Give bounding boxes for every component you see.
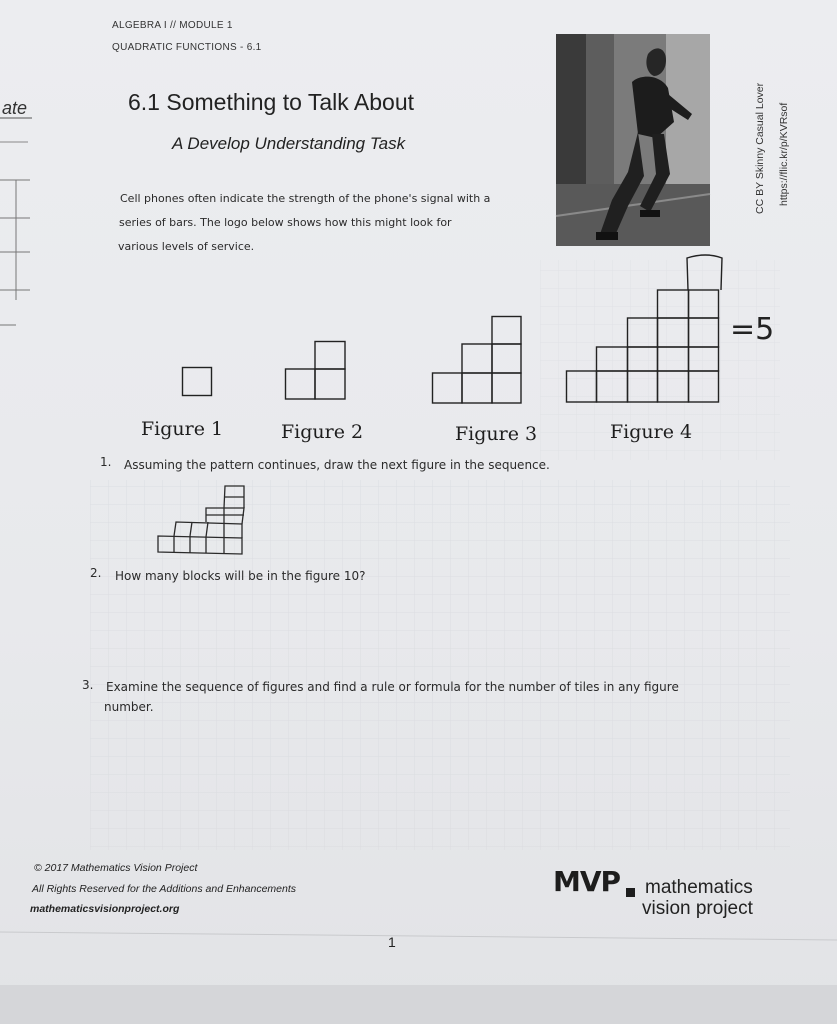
- question-1-text: Assuming the pattern continues, draw the next figure in the sequence.: [124, 458, 550, 472]
- man-on-phone-photo: [556, 34, 710, 246]
- handwritten-figure-5: [156, 484, 250, 558]
- figure-1-diagram: [182, 367, 214, 399]
- intro-line-1: Cell phones often indicate the strength of the phone's signal with a: [120, 192, 491, 205]
- rights-line: All Rights Reserved for the Additions and Enhancements: [32, 883, 297, 895]
- photo-credit-license: CC BY Skinny Casual Lover: [754, 82, 766, 214]
- page-subtitle: A Develop Understanding Task: [172, 134, 406, 153]
- copyright-line: © 2017 Mathematics Vision Project: [34, 862, 198, 874]
- question-2-text: How many blocks will be in the figure 10?: [115, 569, 366, 583]
- figure-3-label: Figure 3: [455, 423, 538, 445]
- header-module: ALGEBRA I // MODULE 1: [112, 20, 233, 31]
- header-section: QUADRATIC FUNCTIONS - 6.1: [112, 42, 262, 53]
- question-1-number: 1.: [100, 455, 112, 469]
- photo-credit-url: https://flic.kr/p/KVRsof: [778, 102, 790, 206]
- site-line: mathematicsvisionproject.org: [30, 903, 180, 915]
- page-number: 1: [388, 934, 396, 950]
- page-title: 6.1 Something to Talk About: [128, 89, 414, 115]
- question-3-number: 3.: [82, 678, 94, 692]
- margin-note: ate: [2, 98, 28, 118]
- figure-2-diagram: [285, 341, 349, 401]
- logo-square-icon: [626, 888, 636, 898]
- brand-vision-project: vision project: [642, 898, 753, 919]
- mvp-logo: MVP: [553, 865, 621, 898]
- figure-3-diagram: [432, 316, 524, 406]
- figure-4-label: Figure 4: [610, 421, 693, 443]
- intro-line-2: series of bars. The logo below shows how this might look for: [119, 216, 452, 229]
- intro-line-3: various levels of service.: [118, 240, 255, 253]
- question-2-number: 2.: [90, 566, 102, 580]
- figure-4-diagram: [566, 252, 726, 404]
- figure-1-label: Figure 1: [141, 418, 224, 440]
- margin-table-lines: [0, 0, 40, 360]
- question-3-text-line-2: number.: [104, 700, 154, 714]
- figure-2-label: Figure 2: [281, 421, 364, 443]
- question-3-text-line-1: Examine the sequence of figures and find a rule or formula for the number of tiles in any figure: [106, 680, 679, 694]
- brand-mathematics: mathematics: [645, 877, 753, 898]
- handwritten-count: =5: [730, 312, 775, 347]
